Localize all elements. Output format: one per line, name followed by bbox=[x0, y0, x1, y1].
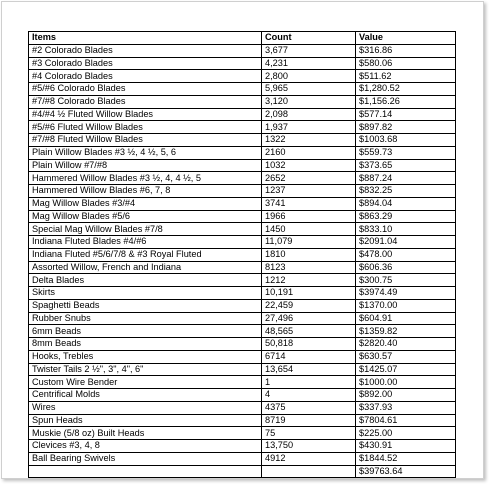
table-row bbox=[29, 427, 456, 440]
item-cell: Muskie (5/8 oz) Built Heads bbox=[29, 427, 262, 440]
table-row bbox=[29, 57, 456, 70]
table-row bbox=[29, 312, 456, 325]
table-row bbox=[29, 465, 456, 478]
count-cell: 3741 bbox=[262, 197, 356, 210]
table-row bbox=[29, 274, 456, 287]
count-cell: 22,459 bbox=[262, 299, 356, 312]
count-cell: 13,750 bbox=[262, 440, 356, 453]
count-cell: 4 bbox=[262, 389, 356, 402]
item-cell: #4/#4 ½ Fluted Willow Blades bbox=[29, 108, 262, 121]
table-row bbox=[29, 185, 456, 198]
table-row bbox=[29, 325, 456, 338]
item-cell: Custom Wire Bender bbox=[29, 376, 262, 389]
item-cell: 8mm Beads bbox=[29, 338, 262, 351]
count-cell bbox=[262, 465, 356, 478]
item-cell: Mag Willow Blades #3/#4 bbox=[29, 197, 262, 210]
value-cell: $430.91 bbox=[356, 440, 456, 453]
count-cell: 6714 bbox=[262, 350, 356, 363]
count-cell: 1966 bbox=[262, 210, 356, 223]
table-row bbox=[29, 261, 456, 274]
table-header-row bbox=[29, 32, 456, 45]
table-row bbox=[29, 248, 456, 261]
table-row bbox=[29, 197, 456, 210]
value-cell: $2091.04 bbox=[356, 236, 456, 249]
value-cell: $1003.68 bbox=[356, 134, 456, 147]
value-cell: $606.36 bbox=[356, 261, 456, 274]
item-cell: Special Mag Willow Blades #7/8 bbox=[29, 223, 262, 236]
item-cell: Plain Willow Blades #3 ½, 4 ½, 5, 6 bbox=[29, 146, 262, 159]
item-cell: Clevices #3, 4, 8 bbox=[29, 440, 262, 453]
table-row bbox=[29, 83, 456, 96]
value-cell: $1370.00 bbox=[356, 299, 456, 312]
count-cell: 2652 bbox=[262, 172, 356, 185]
value-cell: $300.75 bbox=[356, 274, 456, 287]
item-cell: Mag Willow Blades #5/6 bbox=[29, 210, 262, 223]
item-cell: Spaghetti Beads bbox=[29, 299, 262, 312]
table-row bbox=[29, 121, 456, 134]
inventory-table bbox=[28, 31, 456, 478]
document-frame bbox=[1, 1, 484, 479]
value-cell: $1,280.52 bbox=[356, 83, 456, 96]
count-cell: 2,800 bbox=[262, 70, 356, 83]
value-cell: $39763.64 bbox=[356, 465, 456, 478]
item-cell: Indiana Fluted #5/6/7/8 & #3 Royal Fluted bbox=[29, 248, 262, 261]
item-cell: Hammered Willow Blades #6, 7, 8 bbox=[29, 185, 262, 198]
value-cell: $337.93 bbox=[356, 401, 456, 414]
table-row bbox=[29, 350, 456, 363]
table-row bbox=[29, 452, 456, 465]
count-cell: 8123 bbox=[262, 261, 356, 274]
count-cell: 8719 bbox=[262, 414, 356, 427]
value-cell: $832.25 bbox=[356, 185, 456, 198]
count-cell: 2160 bbox=[262, 146, 356, 159]
value-cell: $1425.07 bbox=[356, 363, 456, 376]
count-cell: 10,191 bbox=[262, 287, 356, 300]
table-row bbox=[29, 70, 456, 83]
table-row bbox=[29, 440, 456, 453]
item-cell: Centrifical Molds bbox=[29, 389, 262, 402]
item-cell: Assorted Willow, French and Indiana bbox=[29, 261, 262, 274]
table-row bbox=[29, 146, 456, 159]
count-cell: 75 bbox=[262, 427, 356, 440]
item-cell: Wires bbox=[29, 401, 262, 414]
header-items: Items bbox=[29, 32, 262, 45]
value-cell: $863.29 bbox=[356, 210, 456, 223]
item-cell: Hammered Willow Blades #3 ½, 4, 4 ½, 5 bbox=[29, 172, 262, 185]
item-cell: 6mm Beads bbox=[29, 325, 262, 338]
count-cell: 1,937 bbox=[262, 121, 356, 134]
value-cell: $316.86 bbox=[356, 44, 456, 57]
item-cell: #7/#8 Colorado Blades bbox=[29, 95, 262, 108]
count-cell: 11,079 bbox=[262, 236, 356, 249]
count-cell: 48,565 bbox=[262, 325, 356, 338]
value-cell: $478.00 bbox=[356, 248, 456, 261]
value-cell: $1000.00 bbox=[356, 376, 456, 389]
item-cell: #2 Colorado Blades bbox=[29, 44, 262, 57]
count-cell: 50,818 bbox=[262, 338, 356, 351]
table-row bbox=[29, 338, 456, 351]
item-cell: Hooks, Trebles bbox=[29, 350, 262, 363]
count-cell: 1450 bbox=[262, 223, 356, 236]
value-cell: $1844.52 bbox=[356, 452, 456, 465]
item-cell: Rubber Snubs bbox=[29, 312, 262, 325]
table-row bbox=[29, 172, 456, 185]
value-cell: $833.10 bbox=[356, 223, 456, 236]
table-row bbox=[29, 223, 456, 236]
table-row bbox=[29, 287, 456, 300]
value-cell: $2820.40 bbox=[356, 338, 456, 351]
count-cell: 4912 bbox=[262, 452, 356, 465]
count-cell: 13,654 bbox=[262, 363, 356, 376]
value-cell: $1359.82 bbox=[356, 325, 456, 338]
count-cell: 2,098 bbox=[262, 108, 356, 121]
table-row bbox=[29, 414, 456, 427]
item-cell: #5/#6 Fluted Willow Blades bbox=[29, 121, 262, 134]
count-cell: 4,231 bbox=[262, 57, 356, 70]
count-cell: 1322 bbox=[262, 134, 356, 147]
count-cell: 1032 bbox=[262, 159, 356, 172]
item-cell: Delta Blades bbox=[29, 274, 262, 287]
table-row bbox=[29, 210, 456, 223]
item-cell: Twister Tails 2 ½", 3", 4", 6" bbox=[29, 363, 262, 376]
item-cell: #4 Colorado Blades bbox=[29, 70, 262, 83]
value-cell: $894.04 bbox=[356, 197, 456, 210]
item-cell: Skirts bbox=[29, 287, 262, 300]
count-cell: 3,120 bbox=[262, 95, 356, 108]
value-cell: $225.00 bbox=[356, 427, 456, 440]
count-cell: 1810 bbox=[262, 248, 356, 261]
value-cell: $7804.61 bbox=[356, 414, 456, 427]
table-body bbox=[29, 44, 456, 478]
table-row bbox=[29, 159, 456, 172]
table-row bbox=[29, 389, 456, 402]
value-cell: $604.91 bbox=[356, 312, 456, 325]
count-cell: 5,965 bbox=[262, 83, 356, 96]
table-row bbox=[29, 134, 456, 147]
table-row bbox=[29, 95, 456, 108]
item-cell: #7/#8 Fluted Willow Blades bbox=[29, 134, 262, 147]
value-cell: $1,156.26 bbox=[356, 95, 456, 108]
item-cell: Indiana Fluted Blades #4/#6 bbox=[29, 236, 262, 249]
table-row bbox=[29, 236, 456, 249]
value-cell: $577.14 bbox=[356, 108, 456, 121]
value-cell: $892.00 bbox=[356, 389, 456, 402]
count-cell: 1237 bbox=[262, 185, 356, 198]
table-row bbox=[29, 363, 456, 376]
table-row bbox=[29, 108, 456, 121]
value-cell: $511.62 bbox=[356, 70, 456, 83]
count-cell: 3,677 bbox=[262, 44, 356, 57]
item-cell: Plain Willow #7/#8 bbox=[29, 159, 262, 172]
table-row bbox=[29, 401, 456, 414]
count-cell: 27,496 bbox=[262, 312, 356, 325]
header-value: Value bbox=[356, 32, 456, 45]
table-row bbox=[29, 44, 456, 57]
table-row bbox=[29, 299, 456, 312]
item-cell: Spun Heads bbox=[29, 414, 262, 427]
value-cell: $580.06 bbox=[356, 57, 456, 70]
value-cell: $887.24 bbox=[356, 172, 456, 185]
count-cell: 4375 bbox=[262, 401, 356, 414]
item-cell: #3 Colorado Blades bbox=[29, 57, 262, 70]
value-cell: $373.65 bbox=[356, 159, 456, 172]
value-cell: $3974.49 bbox=[356, 287, 456, 300]
value-cell: $897.82 bbox=[356, 121, 456, 134]
item-cell bbox=[29, 465, 262, 478]
value-cell: $630.57 bbox=[356, 350, 456, 363]
count-cell: 1212 bbox=[262, 274, 356, 287]
header-count: Count bbox=[262, 32, 356, 45]
table-row bbox=[29, 376, 456, 389]
item-cell: #5/#6 Colorado Blades bbox=[29, 83, 262, 96]
value-cell: $559.73 bbox=[356, 146, 456, 159]
item-cell: Ball Bearing Swivels bbox=[29, 452, 262, 465]
count-cell: 1 bbox=[262, 376, 356, 389]
